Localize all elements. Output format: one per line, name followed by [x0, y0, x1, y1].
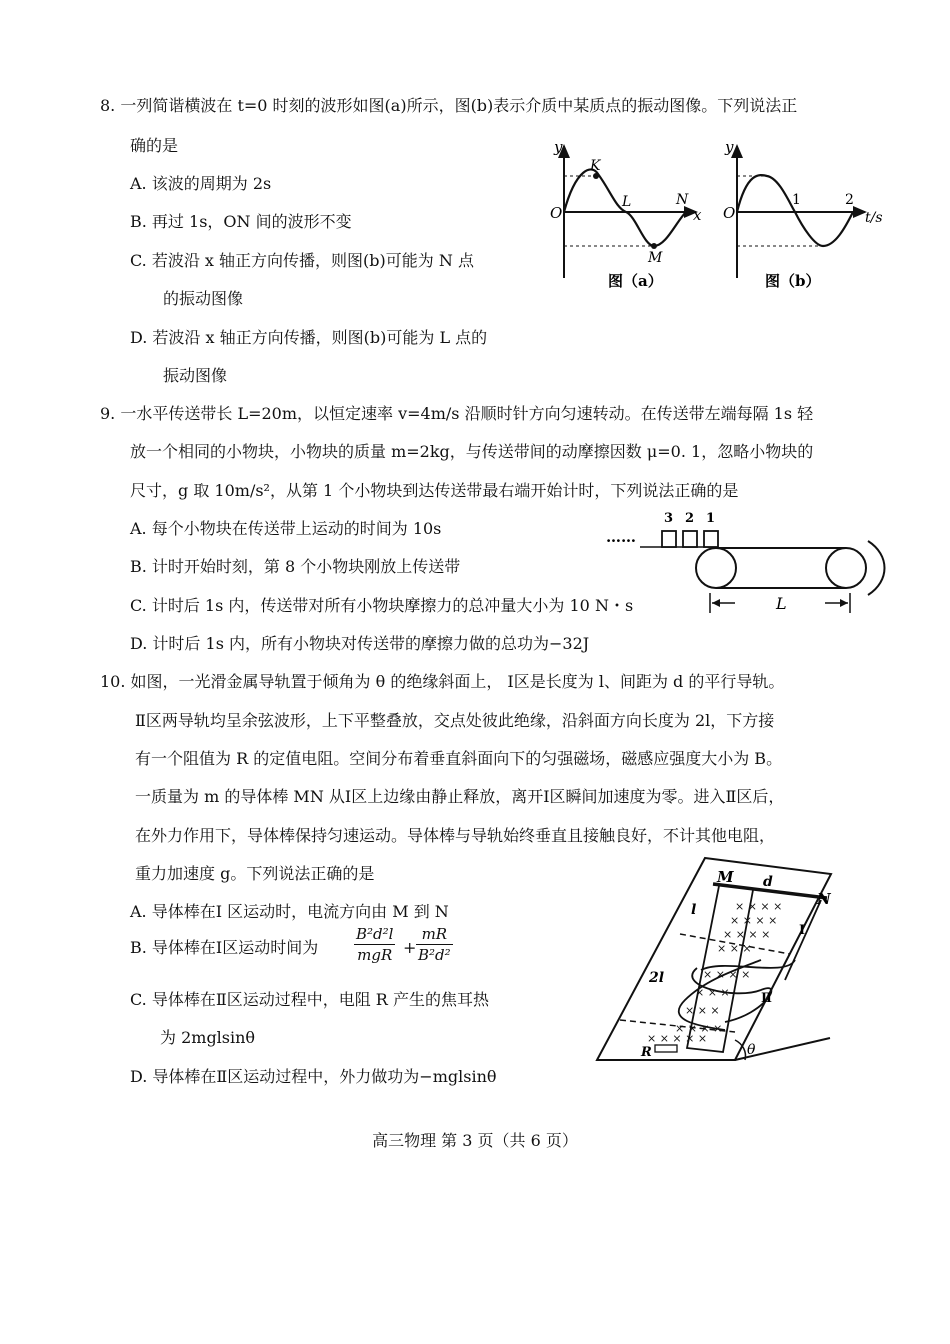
q8-option-b: B. 再过 1s，ON 间的波形不变 [130, 212, 352, 231]
q10-option-b: B. 导体棒在Ⅰ区运动时间为 [130, 938, 319, 957]
q9-stem-line2: 放一个相同的小物块，小物块的质量 m=2kg，与传送带间的动摩擦因数 μ=0. 1，忽略小物块的 [130, 442, 814, 461]
block-3-label: 3 [664, 511, 674, 526]
rail-m-label: M [717, 868, 734, 886]
fig-a-m-label: M [648, 250, 663, 266]
angle-theta-label: θ [747, 1042, 756, 1058]
block-2-label: 2 [685, 511, 695, 526]
fig-b-caption: 图（b） [765, 272, 821, 290]
region-1-label: Ⅰ [799, 923, 806, 938]
fig-a-l-label: L [622, 194, 632, 210]
q9-option-a: A. 每个小物块在传送带上运动的时间为 10s [130, 519, 442, 538]
svg-text:× × × ×: × × × × [703, 968, 751, 981]
q10-b-fraction-2-den: B²d² [418, 946, 451, 964]
page-footer: 高三物理 第 3 页（共 6 页） [372, 1131, 578, 1150]
q8-option-d: D. 若波沿 x 轴正方向传播，则图(b)可能为 L 点的 [130, 328, 488, 347]
conveyor-length-label: L [776, 594, 787, 613]
q9-option-c: C. 计时后 1s 内，传送带对所有小物块摩擦力的总冲量大小为 10 N・s [130, 596, 634, 615]
fig-a-caption: 图（a） [608, 272, 663, 290]
q10-stem-line2: Ⅱ区两导轨均呈余弦波形，上下平整叠放，交点处彼此绝缘，沿斜面方向长度为 2l，下方接 [135, 711, 775, 730]
svg-text:× × ×: × × × [685, 1004, 720, 1017]
incline-rail-figure [585, 850, 845, 1070]
q10-b-fraction-2-num: mR [416, 924, 453, 945]
rail-d-label: d [763, 874, 773, 890]
region-2-label: Ⅱ [761, 991, 772, 1006]
q10-stem-line5: 在外力作用下，导体棒保持匀速运动。导体棒与导轨始终垂直且接触良好，不计其他电阻， [135, 826, 776, 845]
block-1 [704, 531, 718, 547]
q10-b-fraction-1-den: mgR [357, 946, 393, 964]
q10-option-a: A. 导体棒在Ⅰ 区运动时，电流方向由 M 到 N [130, 902, 449, 921]
svg-text:× × × ×: × × × × [730, 914, 778, 927]
fig-b-origin: O [723, 204, 736, 222]
svg-text:× × ×: × × × [717, 942, 752, 955]
svg-text:× × × ×: × × × × [675, 1022, 723, 1035]
fig-b-y-label: y [725, 138, 734, 156]
fig-a-n-label: N [676, 192, 689, 208]
q10-stem-line4: 一质量为 m 的导体棒 MN 从Ⅰ区上边缘由静止释放，离开Ⅰ区瞬间加速度为零。进入Ⅱ区后， [135, 787, 785, 806]
q8-option-a: A. 该波的周期为 2s [130, 174, 272, 193]
rail-n-label: N [817, 890, 831, 908]
fig-a-k-label: K [590, 158, 601, 174]
block-2 [683, 531, 697, 547]
q8-option-c-cont: 的振动图像 [163, 289, 244, 308]
conveyor-belt-figure [600, 505, 890, 620]
svg-text:× × ×: × × × [695, 986, 730, 999]
q10-b-plus: + [403, 938, 417, 957]
rail-2l-label: 2l [649, 970, 665, 986]
q10-b-fraction-1 [354, 924, 395, 965]
svg-text:× × × ×: × × × × [723, 928, 771, 941]
svg-text:× × × × ×: × × × × × [647, 1032, 708, 1045]
conveyor-dots: …… [606, 528, 636, 546]
q9-stem-line3: 尺寸，g 取 10m/s²，从第 1 个小物块到达传送带最右端开始计时，下列说法正确的是 [130, 481, 739, 500]
q10-option-d: D. 导体棒在Ⅱ区运动过程中，外力做功为−mglsinθ [130, 1067, 497, 1086]
q9-option-d: D. 计时后 1s 内，所有小物块对传送带的摩擦力做的总功为−32J [130, 634, 590, 653]
q10-stem-line3: 有一个阻值为 R 的定值电阻。空间分布着垂直斜面向下的匀强磁场，磁感应强度大小为 B。 [135, 749, 783, 768]
fig-b-t-label: t/s [865, 210, 883, 226]
vibration-figure-b [715, 138, 895, 298]
fig-a-y-label: y [554, 138, 563, 156]
q10-stem-line1: 10. 如图，一光滑金属导轨置于倾角为 θ 的绝缘斜面上， Ⅰ区是长度为 l、间距为 d 的平行导轨。 [100, 672, 785, 691]
resistor-r-label: R [641, 1045, 652, 1060]
fig-a-origin: O [550, 204, 563, 222]
q10-stem-line6: 重力加速度 g。下列说法正确的是 [135, 864, 375, 883]
q8-stem-line2: 确的是 [130, 136, 179, 155]
rail-l-label: l [691, 902, 697, 918]
q9-stem-line1: 9. 一水平传送带长 L=20m，以恒定速率 v=4m/s 沿顺时针方向匀速转动。在传送带左端每隔 1s 轻 [100, 404, 814, 423]
wave-figure-a [540, 138, 710, 298]
q10-b-fraction-1-num: B²d²l [356, 925, 394, 943]
q10-option-c: C. 导体棒在Ⅱ区运动过程中，电阻 R 产生的焦耳热 [130, 990, 489, 1009]
fig-b-tick-1: 1 [792, 192, 801, 208]
q8-stem-line1: 8. 一列简谐横波在 t=0 时刻的波形如图(a)所示，图(b)表示介质中某质点的振动图像。下列说法正 [100, 96, 798, 115]
q8-option-d-cont: 振动图像 [163, 366, 228, 385]
q9-option-b: B. 计时开始时刻，第 8 个小物块刚放上传送带 [130, 557, 461, 576]
q10-option-c-cont: 为 2mglsinθ [160, 1028, 256, 1047]
block-1-label: 1 [706, 511, 716, 526]
block-3 [662, 531, 676, 547]
q8-option-c: C. 若波沿 x 轴正方向传播，则图(b)可能为 N 点 [130, 251, 474, 270]
fig-b-tick-2: 2 [845, 192, 854, 208]
fig-a-x-label: x [693, 206, 702, 224]
q10-b-fraction-2 [416, 924, 453, 965]
svg-text:× × × ×: × × × × [735, 900, 783, 913]
